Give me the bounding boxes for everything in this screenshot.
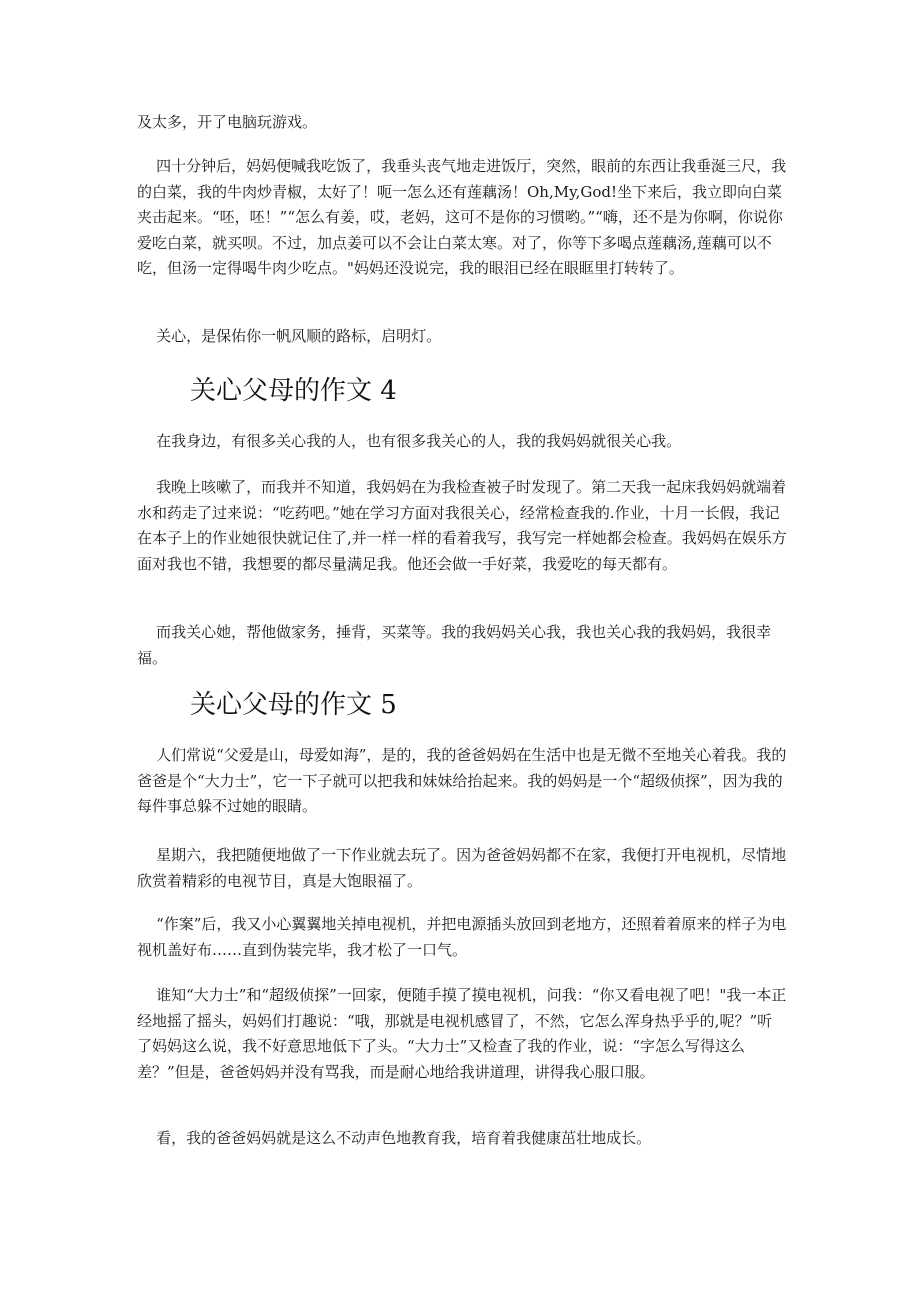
paragraph-10: 谁知“大力士”和“超级侦探”一回家，便随手摸了摸电视机，问我：“你又看电视了吧！"我一本正经地摇了摇头，妈妈们打趣说：“哦，那就是电视机感冒了，不然，它怎么浑身热乎乎的,呢？”听了妈妈这么说，我不好意思地低下了头。“大力士”又检查了我的作业，说：“字怎么写得这么差？”但是，爸爸妈妈并没有骂我，而是耐心地给我讲道理，讲得我心服口服。 — [137, 986, 787, 1081]
paragraph-9: “作案”后，我又小心翼翼地关掉电视机，并把电源插头放回到老地方，还照着着原来的样子为电视机盖好布……直到伪装完毕，我才松了一口气。 — [137, 915, 787, 959]
paragraph-6: 而我关心她，帮他做家务，捶背，买菜等。我的我妈妈关心我，我也关心我的我妈妈，我很幸福。 — [137, 623, 772, 667]
paragraph-8: 星期六，我把随便地做了一下作业就去玩了。因为爸爸妈妈都不在家，我便打开电视机，尽情地欣赏着精彩的电视节目，真是大饱眼福了。 — [137, 846, 787, 890]
paragraph-5: 我晚上咳嗽了，而我并不知道，我妈妈在为我检查被子时发现了。第二天我一起床我妈妈就端着水和药走了过来说：“吃药吧。”她在学习方面对我很关心，经常检查我的.作业，十月一长假，我记在本子上的作业她很快就记住了,并一样一样的看着我写，我写完一样她都会检查。我妈妈在娱乐方面对我也不错，我想要的都尽量满足我。他还会做一手好菜，我爱吃的每天都有。 — [137, 478, 787, 573]
essay-5-heading: 关心父母的作文 5 — [190, 690, 397, 720]
paragraph-11: 看，我的爸爸妈妈就是这么不动声色地教育我，培育着我健康茁壮地成长。 — [137, 1129, 652, 1147]
paragraph-3: 关心，是保佑你一帆风顺的路标，启明灯。 — [137, 327, 442, 345]
paragraph-2: 四十分钟后，妈妈便喊我吃饭了，我垂头丧气地走进饭厅，突然，眼前的东西让我垂涎三尺，我的白菜，我的牛肉炒青椒，太好了！呃一怎么还有莲藕汤！Oh,My,God!坐下来后，我立即向白菜夹击起来。“呸，呸！”“怎么有姜，哎，老妈，这可不是你的习惯哟。”“嗨，还不是为你啊，你说你爱吃白菜，就买呗。不过，加点姜可以不会让白菜太寒。对了，你等下多喝点莲藕汤,莲藕可以不吃，但汤一定得喝牛肉少吃点。"妈妈还没说完，我的眼泪已经在眼眶里打转转了。 — [137, 157, 787, 277]
paragraph-1: 及太多，开了电脑玩游戏。 — [137, 113, 318, 131]
essay-4-heading: 关心父母的作文 4 — [190, 376, 397, 406]
paragraph-7: 人们常说“父爱是山，母爱如海”，是的，我的爸爸妈妈在生活中也是无微不至地关心着我。我的爸爸是个“大力士”，它一下子就可以把我和妹妹给抬起来。我的妈妈是一个“超级侦探”，因为我的每件事总躲不过她的眼睛。 — [137, 746, 787, 815]
paragraph-4: 在我身边，有很多关心我的人，也有很多我关心的人，我的我妈妈就很关心我。 — [137, 432, 682, 450]
